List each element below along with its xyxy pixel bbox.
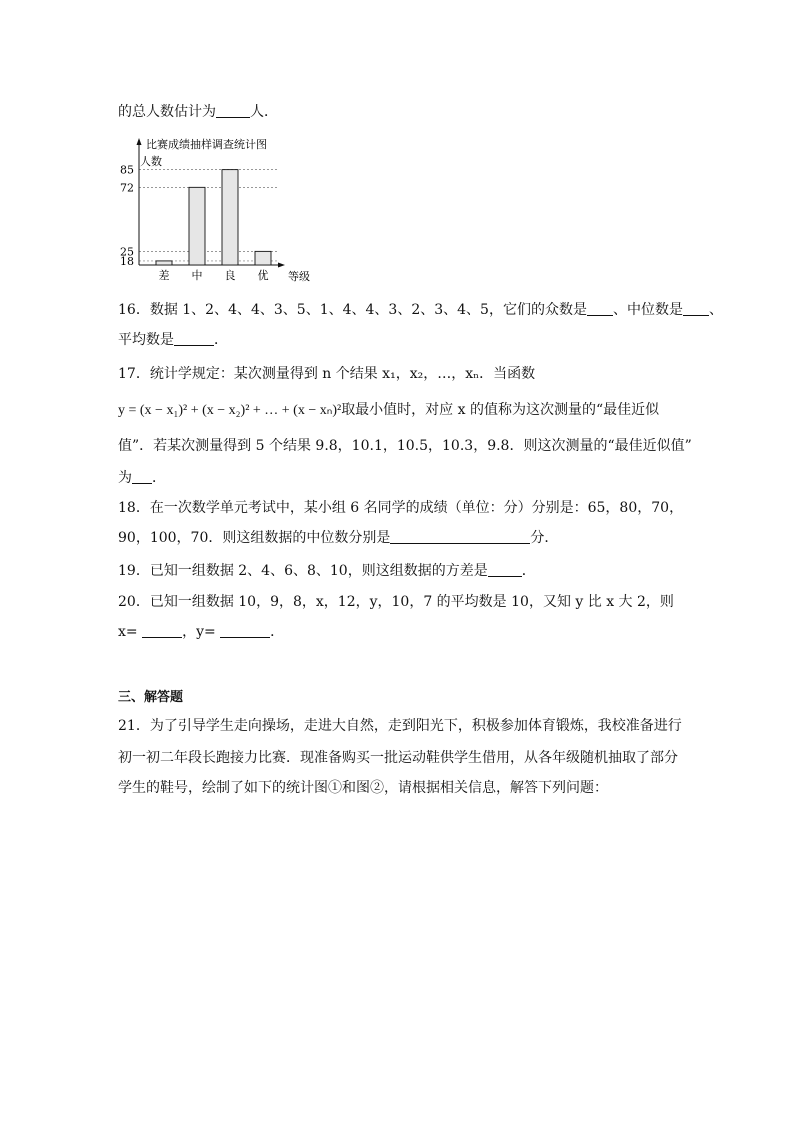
q17-line3: 值”．若某次测量得到 5 个结果 9.8，10.1，10.5，10.3，9.8．则这次测量的“最佳近似值” [118, 438, 692, 454]
x-axis-arrow [278, 263, 285, 268]
bar-chart [118, 134, 328, 284]
q21-line1: 21．为了引导学生走向操场，走进大自然，走到阳光下，积极参加体育锻炼，我校准备进行 [118, 718, 682, 734]
x-tick-label: 差 [158, 269, 170, 282]
q17-answer-blank[interactable] [132, 469, 152, 484]
chart-xlabel: 等级 [288, 270, 310, 283]
bar [222, 170, 238, 265]
q16-mean-blank[interactable] [174, 331, 214, 346]
q20-line2 [118, 622, 284, 642]
chart-ylabel: 人数 [140, 155, 162, 168]
bar [156, 261, 172, 265]
q16-mean-prefix: 平均数是 [118, 332, 174, 348]
chart-bars [156, 170, 271, 265]
q21-line3: 学生的鞋号，绘制了如下的统计图①和图②，请根据相关信息，解答下列问题： [118, 780, 608, 796]
q18-line2 [118, 528, 558, 548]
q19-line [118, 561, 536, 581]
q16-end-text: 、 [708, 302, 723, 318]
q20-line1: 20．已知一组数据 10，9，8，x，12，y，10，7 的平均数是 10，又知 y 比 x 大 2，则 [118, 594, 674, 610]
q21-line2: 初一初二年段长跑接力比赛．现准备购买一批运动鞋供学生借用，从各年级随机抽取了部分 [118, 750, 678, 766]
q17-answer-prefix: 为 [118, 470, 132, 486]
x-tick-label: 良 [224, 269, 236, 282]
q20-y-label: ，y= [182, 624, 221, 640]
q15-suffix: 人． [250, 104, 278, 120]
q15-prefix: 的总人数估计为 [118, 104, 216, 120]
y-tick-label: 25 [120, 245, 134, 259]
q15-answer-blank[interactable] [216, 103, 250, 118]
q20-end: ． [270, 624, 285, 640]
q17-line2 [118, 400, 659, 421]
q16-mode-blank[interactable] [587, 301, 613, 316]
q17-answer-suffix: ． [152, 470, 166, 486]
q18-answer-blank[interactable] [390, 529, 530, 544]
chart-x-tick-labels [159, 268, 269, 282]
chart-y-tick-labels [120, 164, 134, 268]
y-tick-label: 18 [120, 254, 134, 268]
q17-line1: 17．统计学规定：某次测量得到 n 个结果 x₁，x₂，…，xₙ．当函数 [118, 366, 536, 382]
q20-y-blank[interactable] [220, 623, 270, 638]
q18-prefix: 90，100，70．则这组数据的中位数分别是 [118, 530, 391, 546]
y-tick-label: 72 [120, 181, 134, 195]
q16-text: 16．数据 1、2、4、4、3、5、1、4、4、3、2、3、4、5，它们的众数是 [118, 302, 587, 318]
chart-title: 比赛成绩抽样调查统计图 [146, 138, 267, 151]
q16-line1 [118, 300, 723, 320]
q16-mid-text: 、中位数是 [612, 302, 683, 318]
q20-x-label: x= [118, 624, 143, 640]
q16-median-blank[interactable] [683, 301, 709, 316]
bar [189, 187, 205, 265]
q19-answer-blank[interactable] [488, 562, 522, 577]
y-tick-label: 85 [120, 163, 134, 177]
bar [255, 251, 271, 265]
x-tick-label: 优 [257, 269, 269, 282]
y-axis-arrow [137, 138, 142, 145]
q19-suffix: ． [521, 563, 536, 579]
chart-gridlines [139, 170, 278, 261]
q17-line2-text: 取最小值时，对应 x 的值称为这次测量的“最佳近似 [341, 402, 660, 418]
q20-x-blank[interactable] [142, 623, 182, 638]
q16-line2 [118, 330, 228, 350]
q18-line1: 18．在一次数学单元考试中，某小组 6 名同学的成绩（单位：分）分别是：65，80，70， [118, 500, 684, 516]
x-tick-label: 中 [191, 269, 203, 282]
q17-line4 [118, 468, 166, 488]
q18-suffix: 分． [530, 530, 559, 546]
section-title: 三、解答题 [118, 690, 184, 705]
q19-text: 19．已知一组数据 2、4、6、8、10，则这组数据的方差是 [118, 563, 488, 579]
q17-formula: y = (x − x₁)² + (x − x₂)² + … + (x − xₙ)² [118, 403, 342, 418]
q16-mean-suffix: ． [214, 332, 228, 348]
q15-tail [118, 102, 278, 122]
